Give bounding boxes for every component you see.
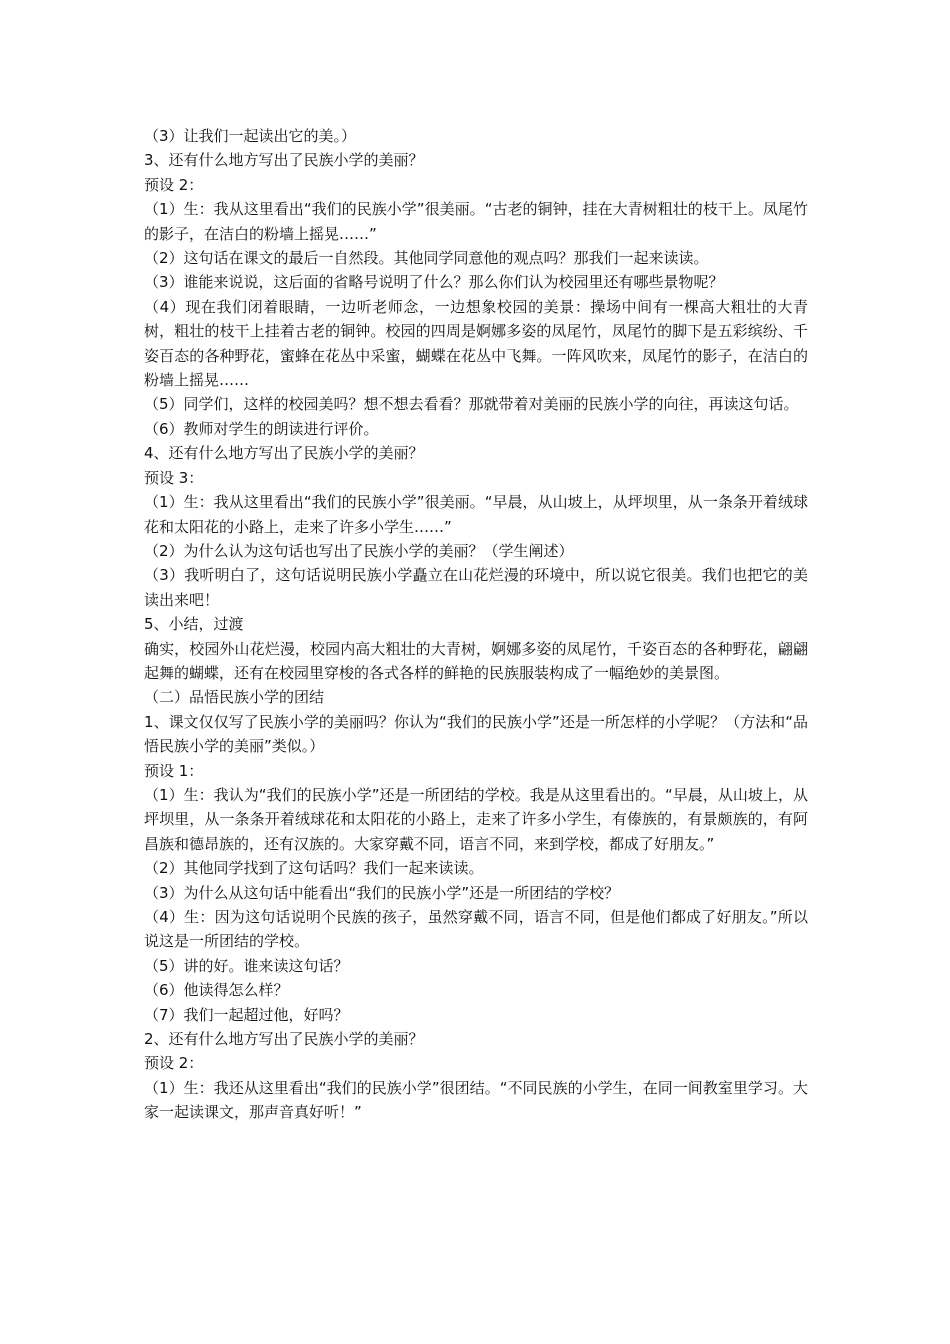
paragraph: （1）生：我认为“我们的民族小学”还是一所团结的学校。我是从这里看出的。“早晨，从山坡上，从坪坝里，从一条条开着绒球花和太阳花的小路上，走来了许多小学生，有傣族的，有景颇族的，有阿昌族和德昂族的，还有汉族的。大家穿戴不同，语言不同，来到学校，都成了好朋友。”: [144, 785, 808, 853]
paragraph: （5）同学们，这样的校园美吗？想不想去看看？那就带着对美丽的民族小学的向往，再读这句话。: [144, 395, 799, 414]
paragraph: （7）我们一起超过他，好吗？: [144, 1005, 349, 1024]
preset-label: 预设 2：: [144, 175, 204, 194]
paragraph: （3）我听明白了，这句话说明民族小学矗立在山花烂漫的环境中，所以说它很美。我们也把它的美读出来吧！: [144, 566, 808, 609]
paragraph: （3）为什么从这句话中能看出“我们的民族小学”还是一所团结的学校？: [144, 883, 620, 902]
paragraph: （5）讲的好。谁来读这句话？: [144, 956, 349, 975]
paragraph: （2）其他同学找到了这句话吗？我们一起来读读。: [144, 859, 484, 878]
preset-label: 预设 2：: [144, 1054, 204, 1073]
paragraph: （2）这句话在课文的最后一自然段。其他同学同意他的观点吗？那我们一起来读读。: [144, 249, 709, 268]
paragraph: （2）为什么认为这句话也写出了民族小学的美丽？（学生阐述）: [144, 541, 574, 560]
paragraph: （4）现在我们闭着眼睛，一边听老师念，一边想象校园的美景：操场中间有一棵高大粗壮的大青树，粗壮的枝干上挂着古老的铜钟。校园的四周是婀娜多姿的凤尾竹，凤尾竹的脚下是五彩缤纷、千姿百态的各种野花，蜜蜂在花丛中采蜜，蝴蝶在花丛中飞舞。一阵风吹来，凤尾竹的影子，在洁白的粉墙上摇晃……: [144, 297, 808, 390]
section-heading: 4、还有什么地方写出了民族小学的美丽？: [144, 444, 424, 463]
paragraph: 确实，校园外山花烂漫，校园内高大粗壮的大青树，婀娜多姿的凤尾竹，千姿百态的各种野花，翩翩起舞的蝴蝶，还有在校园里穿梭的各式各样的鲜艳的民族服装构成了一幅绝妙的美景图。: [144, 639, 808, 682]
paragraph: （3）让我们一起读出它的美。）: [144, 127, 357, 145]
section-heading: 5、小结，过渡: [144, 615, 244, 634]
preset-label: 预设 1：: [144, 761, 204, 780]
section-heading: 3、还有什么地方写出了民族小学的美丽？: [144, 151, 424, 170]
paragraph: （1）生：我还从这里看出“我们的民族小学”很团结。“不同民族的小学生，在同一间教室里学习。大家一起读课文，那声音真好听！”: [144, 1078, 808, 1122]
section-heading: （二）品悟民族小学的团结: [144, 688, 325, 707]
section-heading: 2、还有什么地方写出了民族小学的美丽？: [144, 1030, 424, 1049]
lesson-plan-text: [144, 124, 808, 1125]
section-heading: 1、课文仅仅写了民族小学的美丽吗？你认为“我们的民族小学”还是一所怎样的小学呢？（方法和“品悟民族小学的美丽”类似。）: [144, 712, 808, 756]
paragraph: （1）生：我从这里看出“我们的民族小学”很美丽。“古老的铜钟，挂在大青树粗壮的枝干上。凤尾竹的影子，在洁白的粉墙上摇晃……”: [144, 200, 808, 243]
preset-label: 预设 3：: [144, 468, 204, 487]
paragraph: （1）生：我从这里看出“我们的民族小学”很美丽。“早晨，从山坡上，从坪坝里，从一条条开着绒球花和太阳花的小路上，走来了许多小学生……”: [144, 493, 808, 536]
paragraph: （4）生：因为这句话说明个民族的孩子，虽然穿戴不同，语言不同，但是他们都成了好朋友。”所以说这是一所团结的学校。: [144, 908, 808, 951]
paragraph: （6）他读得怎么样？: [144, 981, 289, 1000]
paragraph: （3）谁能来说说，这后面的省略号说明了什么？那么你们认为校园里还有哪些景物呢？: [144, 273, 724, 292]
paragraph: （6）教师对学生的朗读进行评价。: [144, 419, 379, 438]
